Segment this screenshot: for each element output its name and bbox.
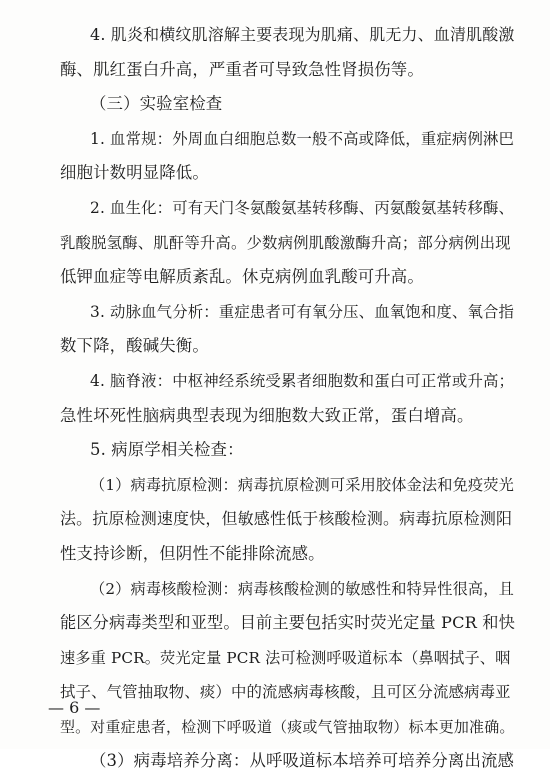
page-number: — 6 — xyxy=(48,698,101,717)
text-line: 急性坏死性脑病典型表现为细胞数大致正常，蛋白增高。 xyxy=(60,405,474,425)
text-line: 2. 血生化：可有天门冬氨酸氨基转移酶、丙氨酸氨基转移酶、 xyxy=(90,198,515,217)
text-line: （三）实验室检查 xyxy=(90,94,223,114)
text-line: 4. 肌炎和横纹肌溶解主要表现为肌痛、肌无力、血清肌酸激 xyxy=(90,25,515,44)
text-line: 性支持诊断，但阴性不能排除流感。 xyxy=(60,543,325,563)
text-line: 速多重 PCR。荧光定量 PCR 法可检测呼吸道标本（鼻咽拭子、咽 xyxy=(60,648,511,667)
text-line: 5. 病原学相关检查： xyxy=(90,440,244,460)
text-line: （2）病毒核酸检测：病毒核酸检测的敏感性和特异性很高，且 xyxy=(90,579,514,598)
text-line: 细胞计数明显降低。 xyxy=(60,163,209,183)
text-line: （1）病毒抗原检测：病毒抗原检测可采用胶体金法和免疫荧光 xyxy=(90,475,514,494)
text-line: 型。对重症患者，检测下呼吸道（痰或气管抽取物）标本更加准确。 xyxy=(60,717,515,736)
text-line: 拭子、气管抽取物、痰）中的流感病毒核酸，且可区分流感病毒亚 xyxy=(60,683,511,702)
text-line: （3）病毒培养分离：从呼吸道标本培养可培养分离出流感 xyxy=(90,751,515,771)
text-line: 数下降，酸碱失衡。 xyxy=(60,336,209,356)
text-line: 4. 脑脊液：中枢神经系统受累者细胞数和蛋白可正常或升高； xyxy=(90,371,515,390)
text-line: 能区分病毒类型和亚型。目前主要包括实时荧光定量 PCR 和快 xyxy=(60,613,515,633)
text-line: 3. 动脉血气分析：重症患者可有氧分压、血氧饱和度、氧合指 xyxy=(90,302,515,321)
text-line: 酶、肌红蛋白升高，严重者可导致急性肾损伤等。 xyxy=(60,59,424,79)
text-line: 法。抗原检测速度快，但敏感性低于核酸检测。病毒抗原检测阳 xyxy=(60,509,513,529)
text-line: 1. 血常规：外周血白细胞总数一般不高或降低，重症病例淋巴 xyxy=(90,129,515,148)
text-line: 乳酸脱氢酶、肌酐等升高。少数病例肌酸激酶升高；部分病例出现 xyxy=(60,233,511,252)
text-line: 低钾血症等电解质紊乱。休克病例血乳酸可升高。 xyxy=(60,267,424,287)
page-body xyxy=(60,18,515,779)
